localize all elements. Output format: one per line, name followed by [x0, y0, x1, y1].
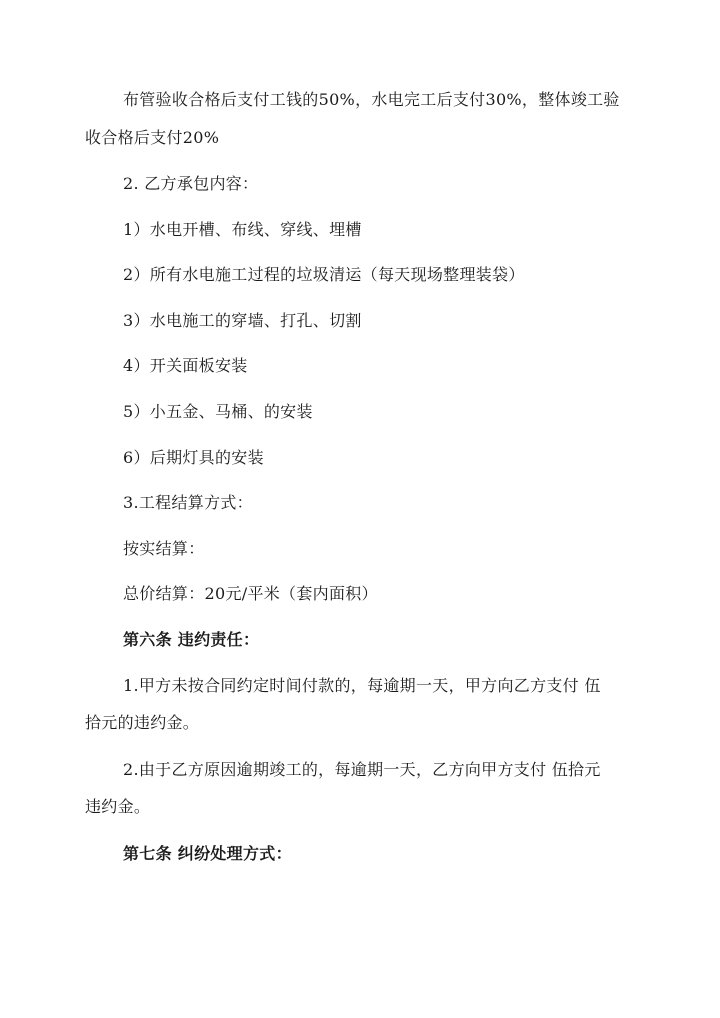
settlement-heading: 3.工程结算方式： [123, 493, 253, 512]
article-7-heading: 第七条 纠纷处理方式： [123, 844, 292, 863]
breach-clause-1-line-1: 1.甲方未按合同约定时间付款的，每逾期一天，甲方向乙方支付 伍 [123, 676, 601, 695]
scope-item-4: 4）开关面板安装 [123, 356, 248, 375]
scope-item-3: 3）水电施工的穿墙、打孔、切割 [123, 311, 362, 330]
payment-terms-line-1: 布管验收合格后支付工钱的50%，水电完工后支付30%，整体竣工验 [123, 90, 620, 109]
breach-clause-2-line-2: 违约金。 [85, 797, 151, 816]
scope-item-2: 2）所有水电施工过程的垃圾清运（每天现场整理装袋） [123, 265, 525, 284]
settlement-actual: 按实结算： [123, 539, 205, 558]
scope-item-5: 5）小五金、马桶、的安装 [123, 402, 313, 421]
scope-item-1: 1）水电开槽、布线、穿线、埋槽 [123, 220, 362, 239]
breach-clause-1-line-2: 拾元的违约金。 [85, 713, 200, 732]
scope-item-6: 6）后期灯具的安装 [123, 448, 264, 467]
breach-clause-2-line-1: 2.由于乙方原因逾期竣工的，每逾期一天，乙方向甲方支付 伍拾元 [123, 760, 601, 779]
article-6-heading: 第六条 违约责任： [123, 630, 260, 649]
contract-scope-heading: 2. 乙方承包内容： [123, 174, 259, 193]
payment-terms-line-2: 收合格后支付20% [85, 128, 220, 147]
settlement-total: 总价结算：20元/平米（套内面积） [123, 584, 378, 603]
